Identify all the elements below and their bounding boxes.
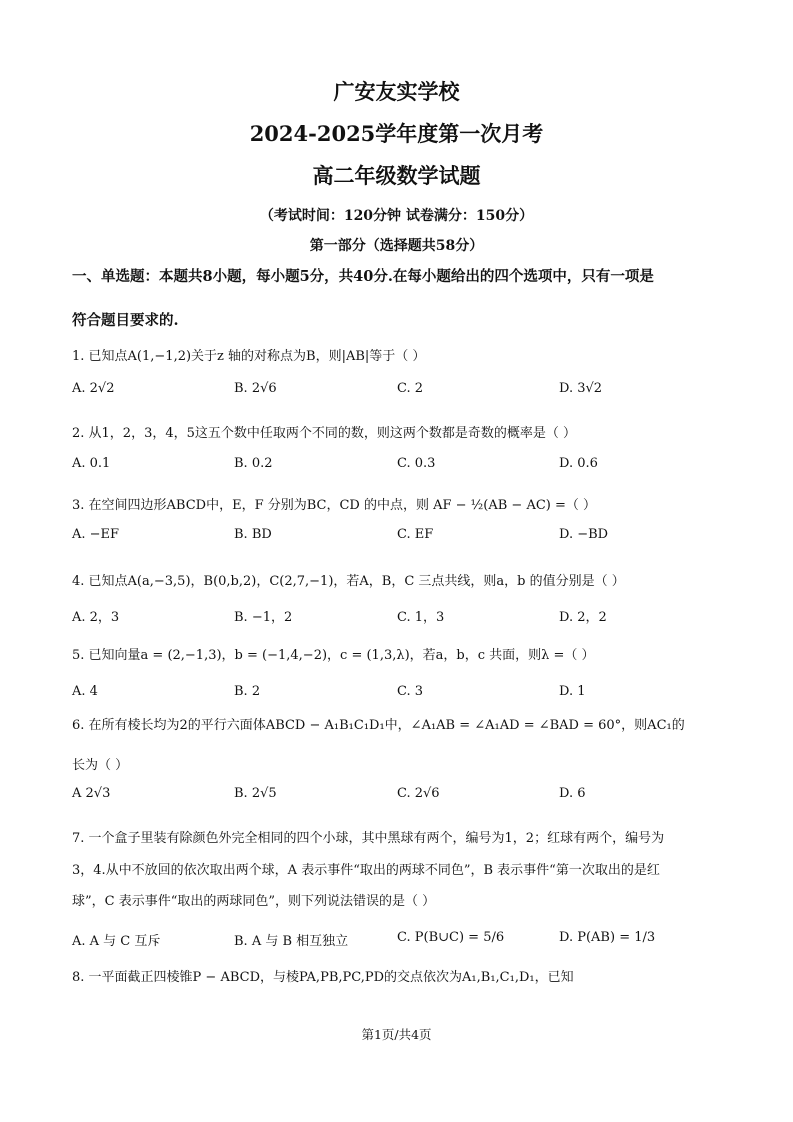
school-name: 广安友实学校 <box>333 79 460 104</box>
option-b: B. BD <box>234 527 272 542</box>
option-a: A. 4 <box>72 684 98 699</box>
option-b: B. A 与 B 相互独立 <box>234 934 349 949</box>
question-stem: 1. 已知点A(1,−1,2)关于z 轴的对称点为B，则|AB|等于（ ） <box>72 349 426 364</box>
section-heading-line2: 符合题目要求的. <box>72 312 179 329</box>
option-c: C. 1，3 <box>397 610 445 625</box>
exam-subject: 高二年级数学试题 <box>312 163 481 188</box>
option-d: D. 3√2 <box>559 381 603 396</box>
question-stem: 3. 在空间四边形ABCD中，E，F 分别为BC，CD 的中点，则 AF − ½(AB − AC) =（ ） <box>72 498 597 513</box>
option-b: B. 2√5 <box>234 786 277 801</box>
question-stem: 6. 在所有棱长均为2的平行六面体ABCD − A₁B₁C₁D₁中，∠A₁AB = ∠A₁AD = ∠BAD = 60°，则AC₁的 <box>72 718 685 733</box>
option-b: B. 2√6 <box>234 381 277 396</box>
option-c: C. 3 <box>397 684 424 699</box>
part-title: 第一部分（选择题共58分） <box>309 238 484 254</box>
option-b: B. −1，2 <box>234 610 293 625</box>
option-a: A. A 与 C 互斥 <box>72 934 161 949</box>
exam-info: （考试时间：120分钟 试卷满分：150分） <box>259 208 534 224</box>
option-c: C. 0.3 <box>397 456 436 471</box>
question-stem: 4. 已知点A(a,−3,5)，B(0,b,2)，C(2,7,−1)，若A，B，C 三点共线，则a，b 的值分别是（ ） <box>72 574 625 589</box>
option-a: A. 2√2 <box>72 381 115 396</box>
option-c: C. 2√6 <box>397 786 440 801</box>
question-stem: 8. 一平面截正四棱锥P − ABCD，与棱PA,PB,PC,PD的交点依次为A₁,B₁,C₁,D₁，已知 <box>72 970 574 985</box>
option-d: D. 2，2 <box>559 610 607 625</box>
option-b: B. 2 <box>234 684 261 699</box>
option-a: A. 2，3 <box>72 610 120 625</box>
option-c: C. EF <box>397 527 434 542</box>
option-a: A. −EF <box>72 527 120 542</box>
option-d: D. 0.6 <box>559 456 598 471</box>
option-d: D. −BD <box>559 527 609 542</box>
option-d: D. 1 <box>559 684 586 699</box>
option-b: B. 0.2 <box>234 456 273 471</box>
question-stem-cont: 长为（ ） <box>72 758 129 773</box>
question-stem: 2. 从1，2，3，4，5这五个数中任取两个不同的数，则这两个数都是奇数的概率是（ ） <box>72 426 577 441</box>
question-stem: 5. 已知向量a = (2,−1,3)，b = (−1,4,−2)，c = (1,3,λ)，若a，b，c 共面，则λ =（ ） <box>72 648 595 663</box>
page-number: 第1页/共4页 <box>361 1027 432 1042</box>
option-c: C. 2 <box>397 381 424 396</box>
option-c: C. P(B∪C) = 5/6 <box>397 930 505 945</box>
exam-term: 2024-2025学年度第一次月考 <box>249 121 544 146</box>
option-a: A. 0.1 <box>72 456 111 471</box>
option-d: D. 6 <box>559 786 586 801</box>
option-a: A 2√3 <box>72 786 111 801</box>
section-heading-line1: 一、单选题：本题共8小题，每小题5分，共40分.在每小题给出的四个选项中，只有一项是 <box>72 268 654 285</box>
question-stem-cont: 3，4.从中不放回的依次取出两个球，A 表示事件“取出的两球不同色”，B 表示事件“第一次取出的是红 <box>72 863 660 878</box>
option-d: D. P(AB) = 1/3 <box>559 930 656 945</box>
question-stem-cont: 球”，C 表示事件“取出的两球同色”，则下列说法错误的是（ ） <box>72 894 436 909</box>
question-stem: 7. 一个盒子里装有除颜色外完全相同的四个小球，其中黑球有两个，编号为1，2；红球有两个，编号为 <box>72 831 665 846</box>
